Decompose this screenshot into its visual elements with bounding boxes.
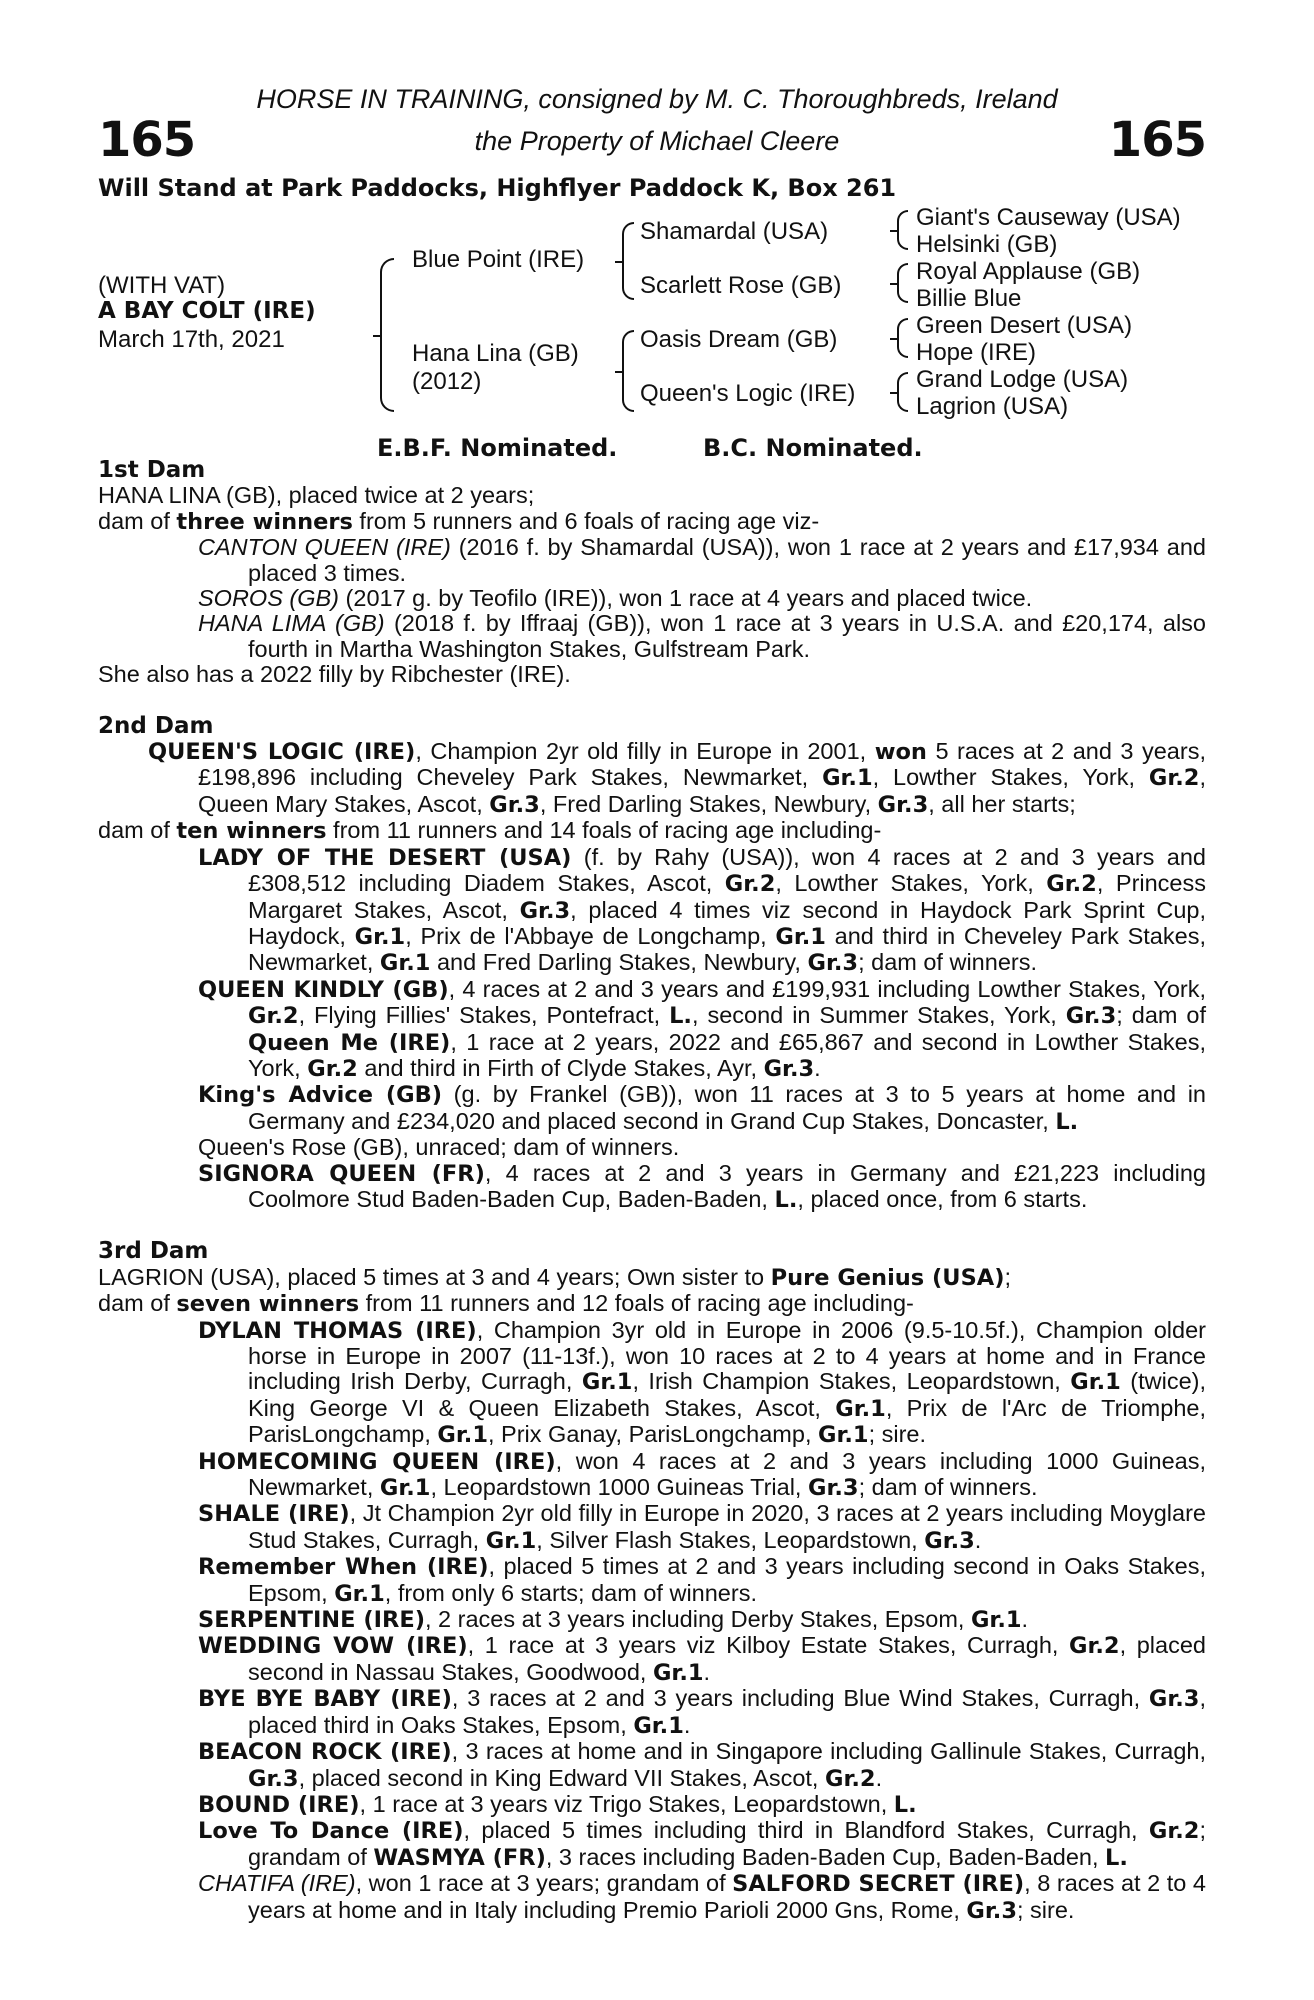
text-run: , Lowther Stakes, York, [775,870,1047,897]
text-run: , placed once, from 6 starts. [797,1185,1088,1212]
bold-run: WASMYA (FR) [373,1844,546,1871]
bold-run: Gr.2 [1069,1633,1120,1660]
pedigree-paragraph [98,818,1206,844]
text-run: (2016 f. by Shamardal (USA)), won 1 race at 2 years and £17,934 and placed 3 times. [248,534,1206,586]
text-run: , 8 races at 2 to 4 years at home and in Italy including Premio Parioli 2000 Gns, Rome, [248,1870,1206,1923]
bold-run: won [874,739,927,766]
bold-run: Gr.1 [822,765,873,792]
bold-run: Gr.3 [248,1765,299,1792]
text-run: , won 4 races at 2 and 3 years including 1000 Guineas, Newmarket, [248,1447,1206,1501]
bold-run: BYE BYE BABY (IRE) [198,1686,452,1713]
bold-run: Gr.2 [1046,871,1097,898]
text-run: , placed 5 times at 2 and 3 years including second in Oaks Stakes, Epsom, [248,1553,1206,1606]
pedigree-brace-ss [897,210,908,250]
text-run: . [683,1711,691,1738]
text-run: , Leopardstown 1000 Guineas Trial, [430,1474,808,1501]
text-run: ; dam of winners. [858,1474,1038,1501]
text-run: (twice), King George VI & Queen Elizabeth Stakes, Ascot, [248,1368,1206,1421]
section-heading: 2nd Dam [98,712,214,739]
pedigree-paragraph [98,1871,1206,1924]
pedigree-paragraph [98,509,1206,535]
pedigree-sire-sire: Shamardal (USA) [640,218,829,245]
pedigree-paragraph [98,1291,1206,1317]
text-run: , 4 races at 2 and 3 years and £199,931 including Lowther Stakes, York, [448,975,1206,1002]
text-run: , Queen Mary Stakes, Ascot, [198,764,1206,817]
pedigree-paragraph [98,662,1206,687]
text-run: , Silver Flash Stakes, Leopardstown, [536,1526,925,1553]
lot-number-left: 165 [98,112,196,168]
text-run: ; dam of winners. [858,949,1037,976]
bold-run: ten winners [176,818,327,845]
text-run: . [875,1764,883,1791]
text-run: , all her starts; [928,790,1076,817]
text-run: , Fred Darling Stakes, Newbury, [539,790,878,817]
pedigree-brace-ds [897,318,908,358]
bold-run: Gr.1 [437,1422,488,1449]
pedigree-paragraph [98,483,1206,508]
text-run: from 11 runners and 14 foals of racing age including- [326,817,882,844]
bold-run: Gr.3 [807,950,859,977]
text-run: (g. by Frankel (GB)), won 11 races at 3 to 5 years at home and in Germany and £234,020 and placed second in Grand Cup Stakes, Doncaster, [248,1081,1206,1134]
pedigree-paragraph [98,1135,1206,1160]
bold-run: Gr.1 [1070,1369,1121,1396]
pedigree-paragraph [98,1554,1206,1607]
bold-run: Queen Me (IRE) [248,1029,451,1056]
pedigree-paragraph [98,845,1206,977]
text-run: , Princess Margaret Stakes, Ascot, [248,870,1206,923]
bold-run: Gr.3 [1065,1003,1117,1030]
pedigree-paragraph [98,1265,1206,1291]
bold-run: LADY OF THE DESERT (USA) [198,844,572,871]
text-run: (2017 g. by Teofilo (IRE)), won 1 race at 4 years and placed twice. [339,585,1033,612]
pedigree-brace-dd [897,372,908,412]
text-run: , second in Summer Stakes, York, [691,1002,1066,1029]
text-run: 5 races at 2 and 3 years, £198,896 including Cheveley Park Stakes, Newmarket, [198,738,1206,791]
bold-run: Gr.1 [485,1527,537,1554]
bold-run: SHALE (IRE) [198,1501,350,1528]
pedigree-sss: Giant's Causeway (USA) [916,204,1181,231]
pedigree-paragraph [148,1161,1206,1214]
section-heading: 1st Dam [98,457,206,483]
text-run: Queen's Rose (GB), unraced; dam of winners. [198,1134,680,1161]
bc-nominated: B.C. Nominated. [703,434,923,462]
text-run: , Irish Champion Stakes, Leopardstown, [632,1368,1071,1395]
text-run: from 11 runners and 12 foals of racing age including- [359,1290,914,1317]
bold-run: Gr.1 [633,1712,684,1739]
pedigree-ssd: Helsinki (GB) [916,231,1058,258]
text-run: , placed 5 times including third in Blandford Stakes, Curragh, [463,1817,1149,1844]
text-run: , won 1 race at 3 years; grandam of [355,1870,733,1897]
text-run: (f. by Rahy (USA)), won 4 races at 2 and 3 years and £308,512 including Diadem Stakes, Ascot, [248,843,1206,897]
bold-run: DYLAN THOMAS (IRE) [198,1317,477,1344]
text-run: ; sire. [868,1421,927,1448]
pedigree-paragraph [148,977,1206,1083]
bold-run: Gr.1 [581,1369,633,1396]
pedigree-paragraph [148,1739,1206,1792]
pedigree-ddd: Lagrion (USA) [916,393,1069,420]
pedigree-dam-dam: Queen's Logic (IRE) [640,380,856,407]
bold-run: Gr.2 [825,1765,876,1792]
text-run: , Lowther Stakes, York, [872,764,1149,791]
pedigree-sire: Blue Point (IRE) [412,246,585,273]
bold-run: King's Advice (GB) [198,1082,443,1109]
ebf-nominated: E.B.F. Nominated. [377,434,618,462]
bold-run: L. [669,1003,692,1030]
text-run: . [814,1054,821,1081]
text-run: ; grandam of [248,1817,1206,1870]
text-run: , 1 race at 3 years viz Kilboy Estate Stakes, Curragh, [467,1632,1070,1659]
text-run: ; dam of [1116,1002,1207,1029]
italic-run: CANTON QUEEN (IRE) [198,534,451,561]
horse-name: A BAY COLT (IRE) [98,298,316,324]
bold-run: Gr.1 [379,1475,431,1502]
text-run: , placed 4 times viz second in Haydock Park Sprint Cup, Haydock, [248,896,1206,949]
text-run: . [1021,1606,1029,1633]
pedigree-paragraph [98,1318,1206,1449]
text-run: ; [1004,1263,1012,1290]
bold-run: Gr.2 [1148,1818,1200,1845]
text-run: . [974,1526,982,1553]
consignor-line: HORSE IN TRAINING, consigned by M. C. Thoroughbreds, Ireland [256,84,1058,114]
bold-run: Gr.3 [924,1527,975,1554]
text-run: , from only 6 starts; dam of winners. [384,1579,757,1606]
pedigree-dds: Grand Lodge (USA) [916,366,1129,393]
text-run: and Fred Darling Stakes, Newbury, [430,949,808,976]
pedigree-dam-sire: Oasis Dream (GB) [640,326,838,353]
produce-record [98,458,1206,1924]
pedigree-brace-main [380,258,394,412]
text-run: , Jt Champion 2yr old filly in Europe in 2020, 3 races at 2 years including Moyglare Stud Stakes, Curragh, [248,1500,1206,1553]
text-run: and third in Cheveley Park Stakes, Newmarket, [248,922,1206,976]
stand-location: Will Stand at Park Paddocks, Highflyer Paddock K, Box 261 [98,174,897,202]
text-run: , 1 race at 2 years, 2022 and £65,867 and second in Lowther Stakes, York, [248,1028,1206,1081]
pedigree-paragraph [98,611,1206,662]
text-run: LAGRION (USA), placed 5 times at 3 and 4 years; Own sister to [98,1263,771,1290]
bold-run: HOMECOMING QUEEN (IRE) [198,1448,556,1475]
bold-run: WEDDING VOW (IRE) [198,1633,468,1660]
text-run: , 4 races at 2 and 3 years in Germany and £21,223 including Coolmore Stud Baden-Baden Cup, Baden-Baden, [248,1159,1207,1212]
pedigree-paragraph [148,1501,1206,1554]
italic-run: HANA LIMA (GB) [198,610,385,637]
lot-number-right: 165 [1108,112,1206,168]
text-run: . [703,1658,711,1685]
pedigree-brace-sire [622,222,634,300]
foaling-date: March 17th, 2021 [98,326,285,353]
pedigree-dam-year: (2012) [412,368,482,395]
pedigree-paragraph [98,535,1206,586]
pedigree-dsd: Hope (IRE) [916,339,1037,366]
text-run: , 1 race at 3 years viz Trigo Stakes, Leopardstown, [359,1790,894,1817]
pedigree-paragraph [148,1633,1206,1686]
text-run: , Prix de l'Arc de Triomphe, ParisLongchamp, [248,1394,1206,1448]
text-run: , Flying Fillies' Stakes, Pontefract, [298,1002,670,1029]
pedigree-sds: Royal Applause (GB) [916,258,1141,285]
bold-run: Love To Dance (IRE) [198,1818,464,1845]
pedigree-dam: Hana Lina (GB) [412,340,579,367]
bold-run: QUEEN'S LOGIC (IRE) [148,739,416,766]
bold-run: Gr.3 [966,1897,1017,1924]
bold-run: SIGNORA QUEEN (FR) [198,1160,485,1187]
bold-run: Gr.1 [835,1395,886,1422]
text-run: , Champion 3yr old in Europe in 2006 (9.5-10.5f.), Champion older horse in Europe in 2007 (11-13f.), won 10 races at 2 to 4 years at home and in France including Irish Derby, Curragh, [248,1316,1206,1395]
owner-line: the Property of Michael Cleere [474,126,840,156]
bold-run: Gr.3 [808,1475,859,1502]
text-run: HANA LINA (GB), placed twice at 2 years; [98,482,535,509]
bold-run: Gr.3 [763,1055,815,1082]
pedigree-paragraph [98,586,1206,611]
bold-run: Gr.1 [354,923,406,950]
bold-run: BEACON ROCK (IRE) [198,1739,452,1766]
pedigree-sire-dam: Scarlett Rose (GB) [640,272,842,299]
bold-run: Gr.1 [652,1659,704,1686]
section-heading: 3rd Dam [98,1238,209,1265]
bold-run: Gr.1 [818,1422,869,1449]
bold-run: Gr.1 [970,1607,1022,1634]
bold-run: Gr.3 [519,897,571,924]
bold-run: SALFORD SECRET (IRE) [732,1871,1025,1898]
text-run: dam of [98,817,177,844]
bold-run: seven winners [176,1291,360,1318]
vat-note: (WITH VAT) [98,272,226,299]
bold-run: Gr.3 [877,791,929,818]
bold-run: Gr.1 [775,923,826,950]
pedigree-paragraph [98,1449,1206,1502]
bold-run: Gr.2 [1148,765,1200,792]
italic-run: SOROS (GB) [198,585,340,612]
bold-run: L. [893,1791,917,1818]
text-run: , Prix de l'Abbaye de Longchamp, [405,922,776,949]
pedigree-paragraph [148,1686,1206,1739]
section-spacer [98,1213,1206,1239]
text-run: dam of [98,1290,177,1317]
pedigree-sdd: Billie Blue [916,285,1022,312]
bold-run: Gr.2 [307,1055,358,1082]
bold-run: Gr.1 [334,1580,385,1607]
bold-run: Remember When (IRE) [198,1554,489,1581]
italic-run: CHATIFA (IRE) [198,1870,356,1897]
bold-run: L. [1055,1108,1079,1135]
pedigree-dss: Green Desert (USA) [916,312,1133,339]
text-run: from 5 runners and 6 foals of racing age viz- [352,507,820,534]
pedigree-paragraph [148,1792,1206,1818]
section-spacer [98,688,1206,714]
text-run: , Champion 2yr old filly in Europe in 2001, [415,738,875,765]
bold-run: Gr.1 [379,950,431,977]
bold-run: QUEEN KINDLY (GB) [198,976,449,1003]
text-run: , placed second in King Edward VII Stakes, Ascot, [298,1764,825,1791]
pedigree-paragraph [98,1082,1206,1135]
text-run: dam of [98,507,177,534]
bold-run: L. [774,1186,798,1213]
bold-run: Pure Genius (USA) [770,1264,1005,1291]
pedigree-paragraph [98,1818,1206,1871]
bold-run: L. [1105,1844,1128,1871]
text-run: , placed third in Oaks Stakes, Epsom, [248,1685,1206,1738]
bold-run: Gr.2 [248,1003,299,1030]
text-run: , 3 races at 2 and 3 years including Blue Wind Stakes, Curragh, [451,1685,1149,1712]
pedigree-brace-sd [897,263,908,303]
text-run: , placed second in Nassau Stakes, Goodwood, [248,1632,1206,1685]
bold-run: three winners [176,508,353,535]
text-run: ; sire. [1016,1896,1075,1923]
text-run: She also has a 2022 filly by Ribchester (IRE). [98,661,571,688]
bold-run: Gr.3 [1148,1686,1200,1713]
text-run: , 3 races at home and in Singapore including Gallinule Stakes, Curragh, [451,1738,1206,1765]
text-run: , 2 races at 3 years including Derby Stakes, Epsom, [424,1606,971,1633]
text-run: , Prix Ganay, ParisLongchamp, [487,1421,819,1448]
pedigree-paragraph [98,739,1206,818]
bold-run: BOUND (IRE) [198,1791,360,1818]
text-run: (2018 f. by Iffraaj (GB)), won 1 race at 3 years in U.S.A. and £20,174, also fourth in Martha Washington Stakes, Gulfstream Park. [248,610,1206,662]
text-run: , 3 races including Baden-Baden Cup, Baden-Baden, [545,1843,1106,1870]
bold-run: Gr.3 [489,791,540,818]
pedigree-paragraph [148,1607,1206,1633]
pedigree-brace-dam [622,330,634,412]
text-run: and third in Firth of Clyde Stakes, Ayr, [357,1054,764,1081]
bold-run: Gr.2 [724,871,776,898]
bold-run: SERPENTINE (IRE) [198,1607,425,1634]
